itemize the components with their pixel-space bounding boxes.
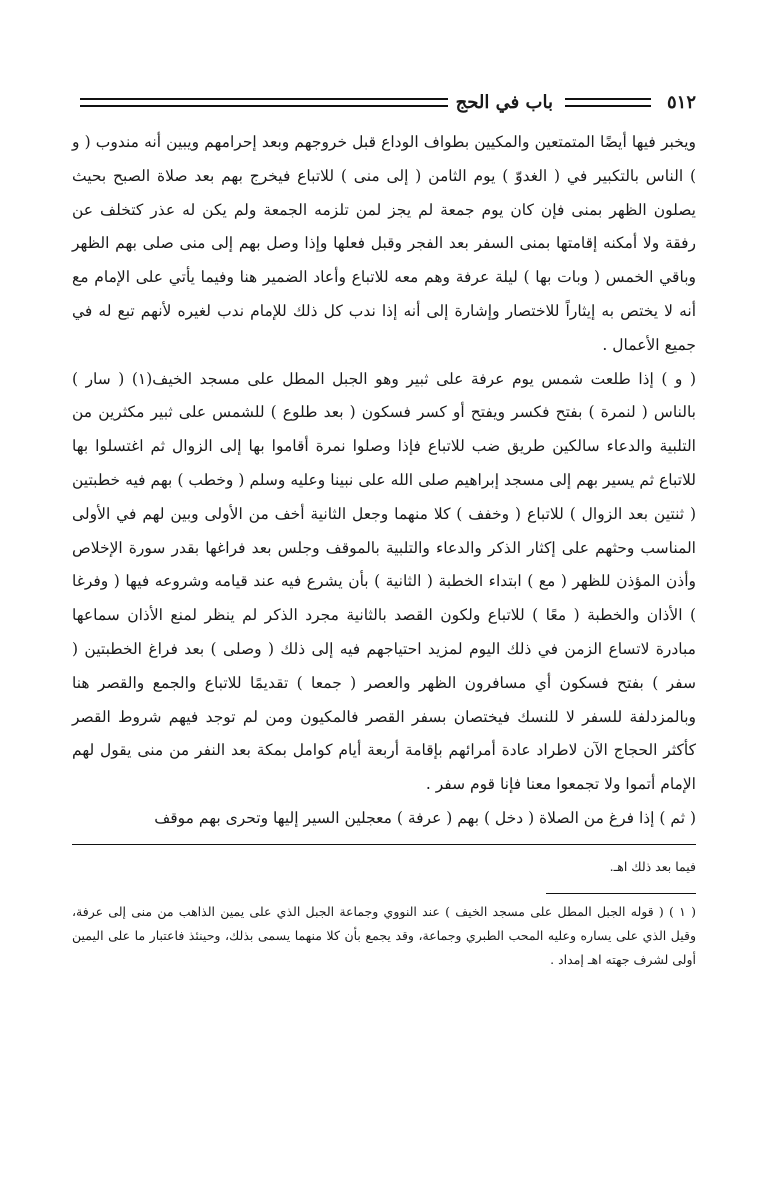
chapter-title: باب في الحج xyxy=(455,91,553,113)
paragraph: ويخبر فيها أيضًا المتمتعين والمكيين بطواف الوداع قبل خروجهم وبعد إحرامهم ويبين أنه مندوب ( و ) الناس بالتكبير في ( الغدوّ ) يوم الثامن ( إلى منى ) للاتباع فيخرج بهم بعد صلاة الصبح بحيث يصلون الظهر بمنى فإن كان يوم جمعة لم يجز لمن تلزمه الجمعة ولم يكن له عذر كتخلف عن رفقة ولا أمكنه إقامتها بمنى السفر بعد الفجر وقبل فعلها وإذا وصل بهم إلى منى صلى بهم الظهر وباقي الخمس ( وبات بها ) ليلة عرفة وهم معه للاتباع وأعاد الضمير هنا وفيما يأتي على الإمام مع أنه لا يختص به إيثاراً للاختصار وإشارة إلى أنه إذا ندب كل ذلك للإمام ندب لغيره لأنهم تبع له في جميع الأعمال . xyxy=(72,133,696,354)
footnote-divider xyxy=(546,893,696,894)
paragraph: ( ثم ) إذا فرغ من الصلاة ( دخل ) بهم ( عرفة ) معجلين السير إليها وتحرى بهم موقف xyxy=(154,808,696,827)
page-number: ٥١٢ xyxy=(666,91,696,113)
page-header xyxy=(72,88,696,116)
paragraph: ( و ) إذا طلعت شمس يوم عرفة على ثبير وهو الجبل المطل على مسجد الخيف(١) ( سار ) بالناس ( لنمرة ) بفتح فكسر ويفتح أو كسر فسكون ( بعد طلوع ) للشمس على ثبير مكثرين من التلبية والدعاء سالكين طريق ضب للاتباع فإذا وصلوا نمرة أقاموا بها إلى الزوال ثم اغتسلوا بها للاتباع ثم يسير بهم إلى مسجد إبراهيم صلى الله على نبينا وعليه وسلم ( وخطب ) بهم فيه خطبتين ( ثنتين بعد الزوال ) للاتباع ( وخفف ) كلا منهما وجعل الثانية أخف من الأولى وبين لهم في الأولى المناسب وحثهم على إكثار الذكر والدعاء والتلبية بالموقف وجلس بعد فراغها بقدر سورة الإخلاص وأذن المؤذن للظهر ( مع ) ابتداء الخطبة ( الثانية ) بأن يشرع فيه عند قيامه وشروعه فيها ( وفرغا ) الأذان والخطبة ( معًا ) للاتباع ولكون القصد بالثانية مجرد الذكر لم ينظر لمنع الأذان سماعها مبادرة لاتساع الزمن في ذلك اليوم لمزيد احتياجهم فيه إلى ذلك ( وصلى ) بعد فراغ الخطبتين ( سفر ) بفتح فسكون أي مسافرون الظهر والعصر ( جمعا ) تقديمًا للاتباع والجمع والقصر هنا وبالمزدلفة للسفر لا للنسك فيختصان بسفر القصر فالمكيون ومن لم توجد فيهم شروط القصر كأكثر الحجاج الآن لاطراد عادة أمرائهم بإقامة أربعة أيام كوامل بمكة بعد النفر من منى يقول لهم الإمام أتموا ولا تجمعوا معنا فإنا قوم سفر . xyxy=(72,369,696,794)
text-divider xyxy=(72,844,696,845)
footnote: ( ١ ) ( قوله الجبل المطل على مسجد الخيف ) عند النووي وجماعة الجبل الذي على يمين الذاهب من منى إلى عرفة، وقيل الذي على يساره وعليه المحب الطبري وجماعة، وقد يجمع بأن كلا منهما يسمى بذلك، وحينئذ فاعتبار ما على اليمين أولى لشرف جهته اهـ إمداد . xyxy=(72,903,696,967)
header-rule-right xyxy=(80,98,448,107)
main-text xyxy=(72,126,696,836)
book-page xyxy=(72,88,696,972)
previous-footnote-continuation: فيما بعد ذلك اهـ. xyxy=(609,858,696,874)
header-rule-left xyxy=(565,98,651,107)
